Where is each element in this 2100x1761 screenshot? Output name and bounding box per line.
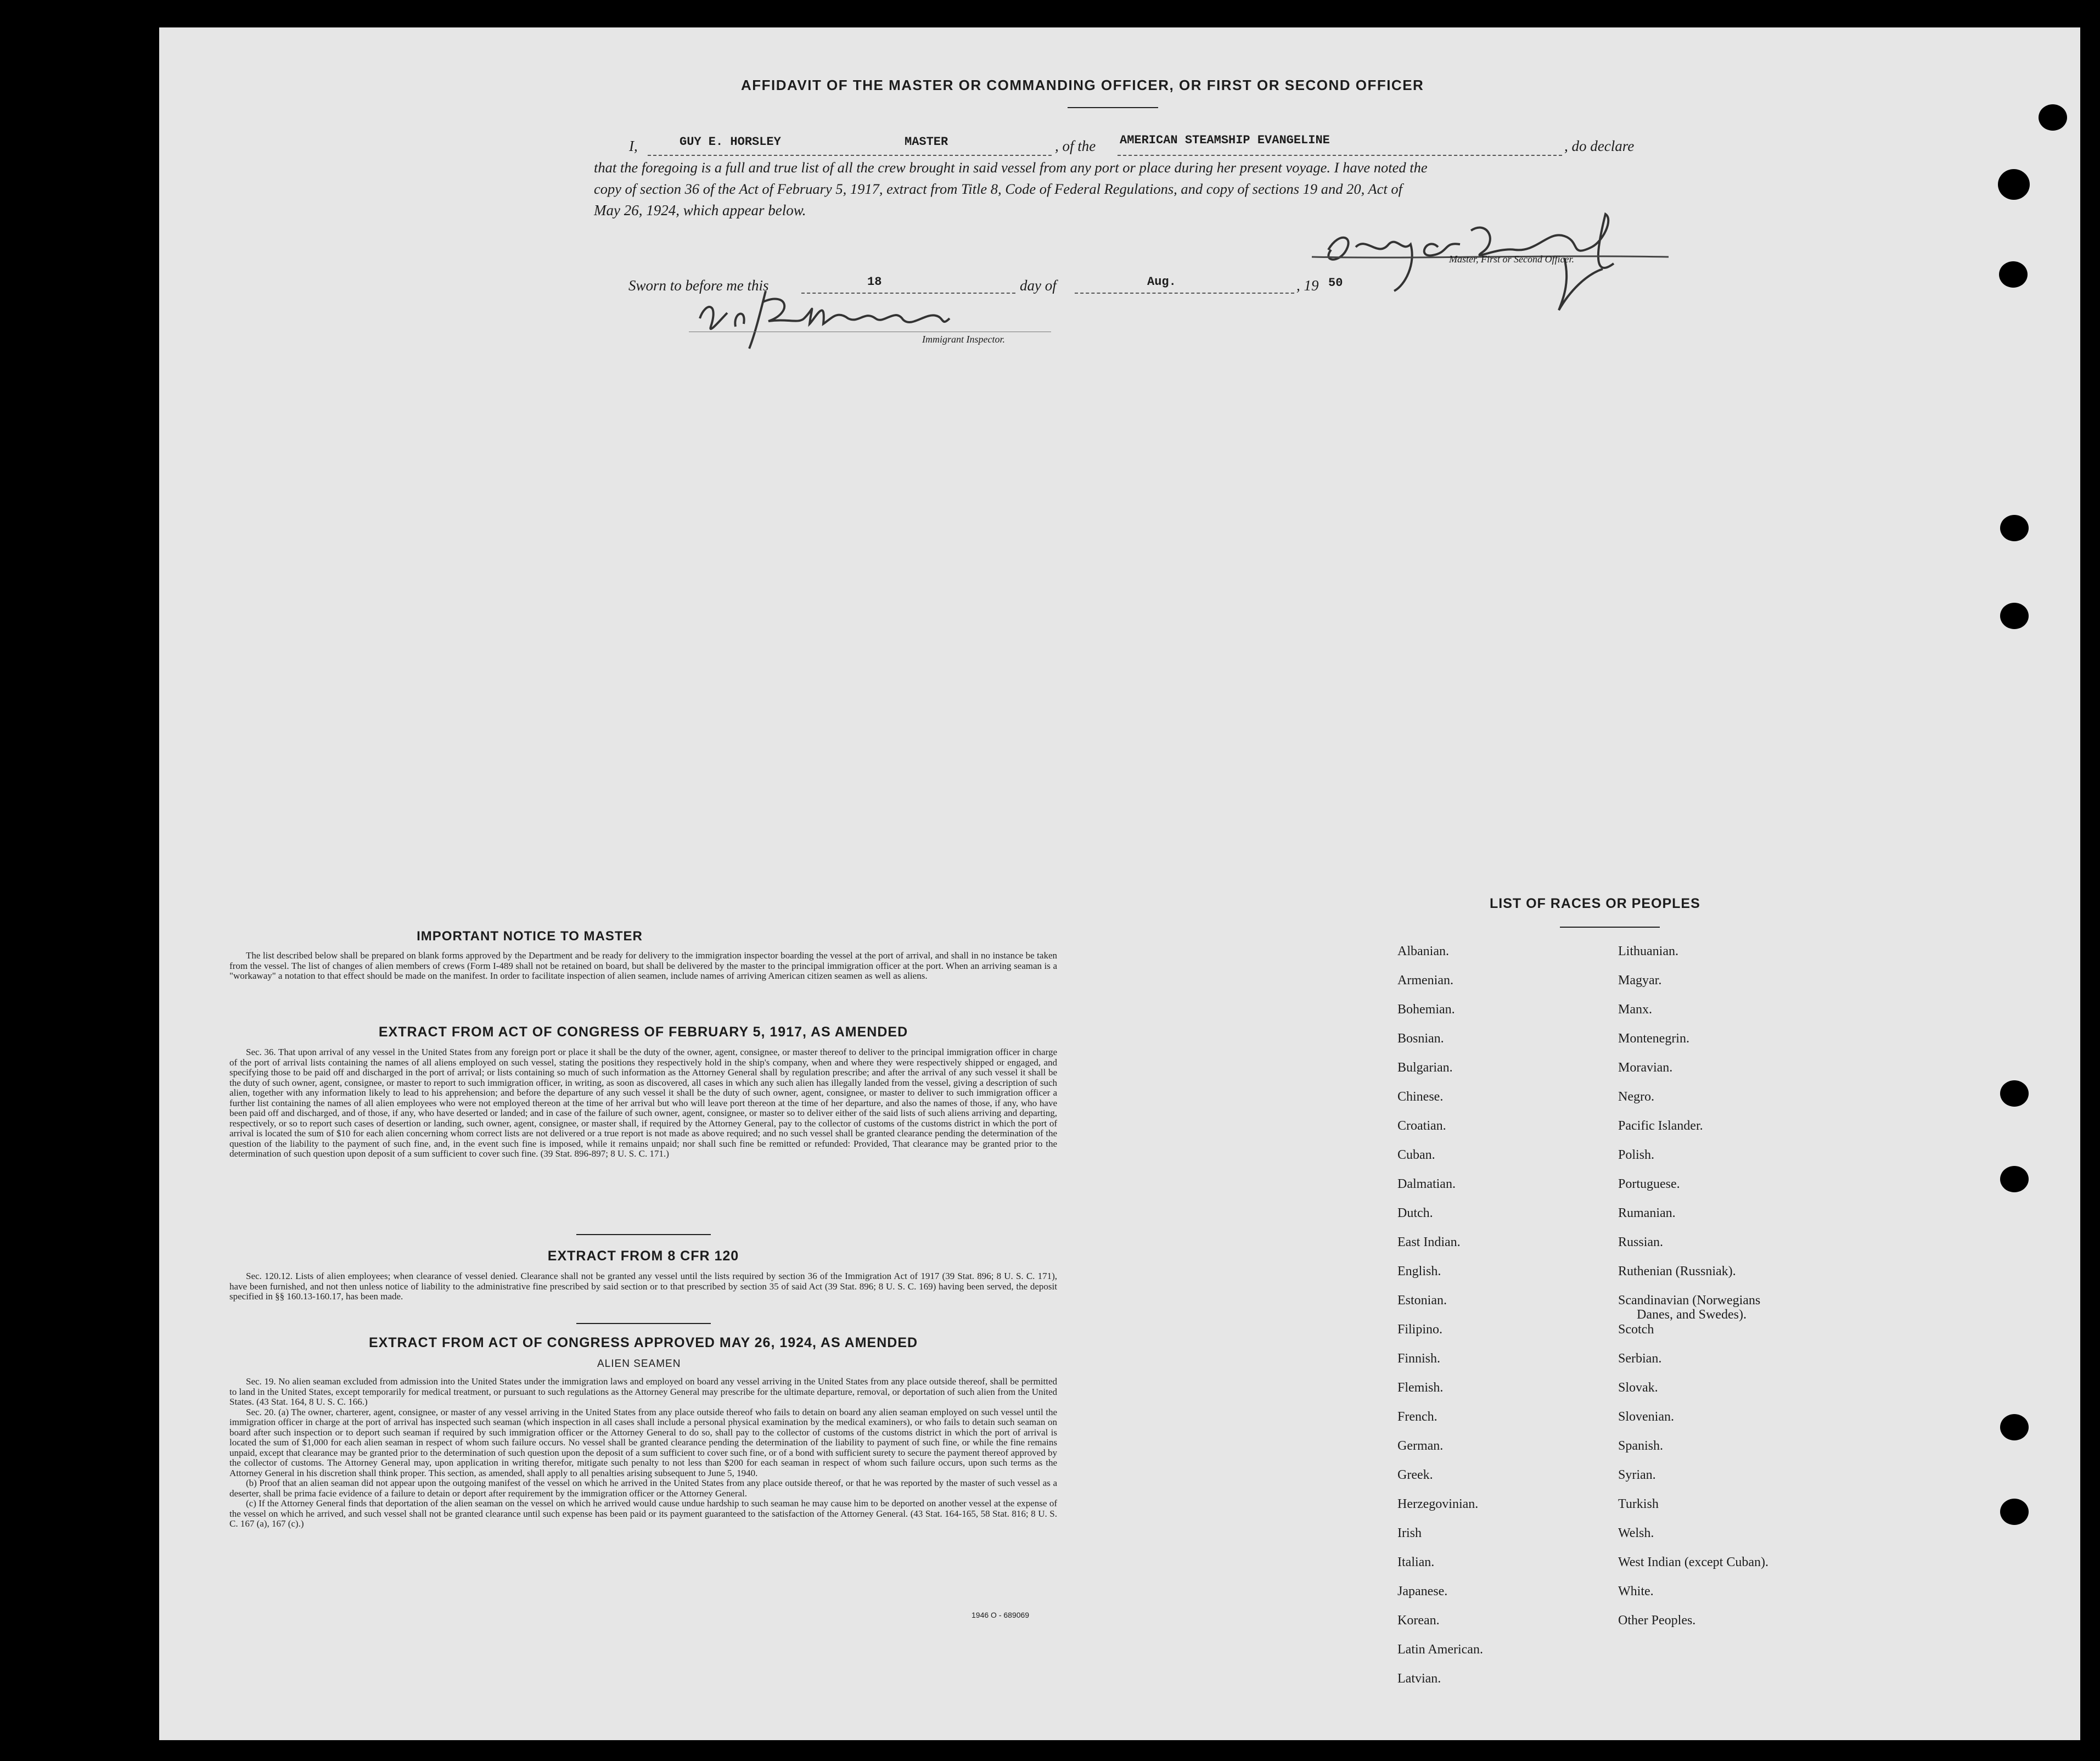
sworn-month: Aug.: [1147, 275, 1176, 289]
name-fill-line: [648, 155, 1052, 156]
race-item: Ruthenian (Russniak).: [1618, 1264, 1736, 1278]
race-item: English.: [1397, 1264, 1441, 1278]
extract1924-body: [229, 1377, 1057, 1529]
race-item: Cuban.: [1397, 1148, 1435, 1162]
title-rule: [1068, 107, 1158, 108]
decl-line-4: May 26, 1924, which appear below.: [594, 202, 806, 218]
race-item: Portuguese.: [1618, 1177, 1680, 1191]
race-item: French.: [1397, 1410, 1438, 1424]
inspector-signature-text: [714, 299, 888, 331]
race-item: White.: [1618, 1584, 1654, 1599]
punch-hole: [2039, 104, 2067, 131]
race-item: Irish: [1397, 1526, 1422, 1540]
extract1917-rule: [576, 1234, 711, 1235]
race-item: Armenian.: [1397, 973, 1453, 988]
race-item: Slovak.: [1618, 1381, 1658, 1395]
decl-of-the: , of the: [1055, 138, 1096, 154]
inspector-caption: Immigrant Inspector.: [922, 334, 1005, 345]
race-item: Latvian.: [1397, 1672, 1441, 1686]
race-item: Serbian.: [1618, 1351, 1662, 1366]
race-item: Flemish.: [1397, 1381, 1444, 1395]
race-item: Latin American.: [1397, 1642, 1483, 1657]
month-fill-line: [1075, 293, 1294, 294]
race-item: Moravian.: [1618, 1061, 1673, 1075]
print-code: 1946 O - 689069: [972, 1611, 1030, 1619]
punch-hole: [2000, 1080, 2029, 1107]
race-item: Other Peoples.: [1618, 1613, 1696, 1628]
extract1924-subheading: ALIEN SEAMEN: [597, 1358, 681, 1370]
race-item: Spanish.: [1618, 1439, 1664, 1453]
race-item: Russian.: [1618, 1235, 1664, 1249]
race-item: Magyar.: [1618, 973, 1662, 988]
race-item: Scotch: [1618, 1322, 1654, 1337]
extract1917-body: [229, 1047, 1057, 1159]
race-item: Lithuanian.: [1618, 944, 1678, 958]
punch-hole: [2000, 1499, 2029, 1525]
extractcfr-body: [229, 1271, 1057, 1302]
extractcfr-rule: [576, 1323, 711, 1324]
race-item: Scandinavian (Norwegians: [1618, 1293, 1761, 1308]
race-item: Slovenian.: [1618, 1410, 1674, 1424]
race-item: Herzegovinian.: [1397, 1497, 1479, 1511]
race-item: Chinese.: [1397, 1090, 1444, 1104]
race-item: Polish.: [1618, 1148, 1655, 1162]
race-item: Albanian.: [1397, 944, 1449, 958]
race-item: Bosnian.: [1397, 1031, 1444, 1046]
race-item: Syrian.: [1618, 1468, 1656, 1482]
punch-hole: [2000, 1414, 2029, 1440]
race-item: Greek.: [1397, 1468, 1433, 1482]
sworn-day: 18: [867, 275, 882, 289]
decl-i-label: I,: [629, 138, 638, 154]
race-item: Bulgarian.: [1397, 1061, 1453, 1075]
race-item: Estonian.: [1397, 1293, 1447, 1308]
decl-line-3: copy of section 36 of the Act of February 5, 1917, extract from Title 8, Code of Federal Regulations, and copy of sections 19 and 20, Act of: [594, 181, 1402, 197]
extract1917-heading: EXTRACT FROM ACT OF CONGRESS OF FEBRUARY 5, 1917, AS AMENDED: [378, 1024, 908, 1040]
race-item: German.: [1397, 1439, 1444, 1453]
decl-line-2: that the foregoing is a full and true list of all the crew brought in said vessel from any port or place during her present voyage. I have noted the: [594, 159, 1428, 176]
punch-hole: [2000, 515, 2029, 541]
punch-hole: [2000, 603, 2029, 629]
year-prefix: , 19: [1296, 277, 1319, 294]
master-name: GUY E. HORSLEY: [680, 135, 781, 149]
race-item: Filipino.: [1397, 1322, 1443, 1337]
races-title: LIST OF RACES OR PEOPLES: [1490, 896, 1700, 911]
master-rank: MASTER: [905, 135, 948, 149]
extract1924-sec19: Sec. 19. No alien seaman excluded from admission into the United States under the immigration laws and employed on board any vessel arriving in the United States from any place outside thereof, shall be permitted to land in the United States, except temporarily for medical treatment, or pursuant to such regulations as the Attorney General may prescribe for the ultimate departure, removal, or deportation of such alien from the United States. (43 Stat. 164, 8 U. S. C. 166.): [229, 1376, 1057, 1407]
race-item: Dutch.: [1397, 1206, 1433, 1220]
extractcfr-heading: EXTRACT FROM 8 CFR 120: [547, 1248, 739, 1264]
notice-paragraph: The list described below shall be prepared on blank forms approved by the Department and be ready for delivery to the immigration inspector boarding the vessel at the port of arrival, and shall in no instance be taken from the vessel. The list of changes of alien members of crews (Form I-489 shall not be retained on board, but shall be delivered by the master to the principal immigration officer at the port. When an arriving seaman is a "workaway" a notation to that effect should be made on the manifest. In order to facilitate inspection of alien seamen, include names of arriving American citizen seamen as well as aliens.: [229, 950, 1057, 981]
punch-hole: [1999, 261, 2028, 288]
race-item: Korean.: [1397, 1613, 1440, 1628]
extract1924-sec20a: Sec. 20. (a) The owner, charterer, agent, consignee, or master of any vessel arriving in the United States from any place outside thereof who fails to detain on board any alien seaman employed on such vessel until the immigration officer in charge at the port of arrival has inspected such seaman (which inspection in all cases shall include a personal physical examination by the medical examiners), or who fails to detain such seaman on board after such inspection or to deport such seaman if required by such immigration officer or the Attorney General to do so, shall pay to the collector of customs of the customs district in which the port of arrival is located the sum of $1,000 for each alien seaman in respect of whom such failure occurs. No vessel shall be granted clearance pending the determination of the liability to payment of such fine, or while the fine remains unpaid, except that clearance may be granted prior to the determination of such question upon the deposit of a sum sufficient to cover such fine, or of a bond with sufficient surety to secure the payment thereof approved by the collector of customs. The Attorney General may, upon application in writing therefor, mitigate such penalty to not less than $200 for each seaman in respect of whom such failure occurs, upon such terms as the Attorney General in his discretion shall think proper. This section, as amended, shall apply to all penalties arising subsequent to June 5, 1940.: [229, 1406, 1057, 1478]
vessel-fill-line: [1118, 155, 1562, 156]
extract1924-sec20b: (b) Proof that an alien seaman did not appear upon the outgoing manifest of the vessel on which he arrived in the United States from any place outside thereof, or that he was reported by the master of such vessel as a deserter, shall be prima facie evidence of a failure to detain or deport after requirement by the immigration officer or the Attorney General.: [229, 1478, 1057, 1499]
year-suffix: 50: [1328, 276, 1343, 290]
affidavit-title: AFFIDAVIT OF THE MASTER OR COMMANDING OFFICER, OR FIRST OR SECOND OFFICER: [741, 77, 1424, 93]
race-item: Welsh.: [1618, 1526, 1654, 1540]
extract1924-heading: EXTRACT FROM ACT OF CONGRESS APPROVED MAY 26, 1924, AS AMENDED: [368, 1335, 918, 1350]
punch-hole: [2000, 1166, 2029, 1192]
extract1924-sec20c: (c) If the Attorney General finds that deportation of the alien seaman on the vessel on which he arrived would cause undue hardship to such seaman he may cause him to be deported on another vessel at the expense of the vessel on which he arrived, and such vessel shall not be granted clearance until such expense has been paid or its payment guaranteed to the satisfaction of the Attorney General. (43 Stat. 164-165, 58 Stat. 816; 8 U. S. C. 167 (a), 167 (c).): [229, 1498, 1057, 1529]
race-item: Italian.: [1397, 1555, 1435, 1569]
race-item: Manx.: [1618, 1002, 1652, 1017]
extractcfr-paragraph: Sec. 120.12. Lists of alien employees; when clearance of vessel denied. Clearance shall not be granted any vessel until the lists required by section 36 of the Immigration Act of 1917 (39 Stat. 896; 8 U. S. C. 171), have been furnished, and not then unless notice of liability to the administrative fine prescribed by said section or to that prescribed by section 35 of said Act (39 Stat. 896; 8 U. S. C. 169) having been served, the deposit specified in §§ 160.13-160.17, has been made.: [229, 1271, 1057, 1302]
races-title-rule: [1560, 927, 1660, 928]
race-item: Montenegrin.: [1618, 1031, 1689, 1046]
race-item: Negro.: [1618, 1090, 1654, 1104]
race-item: West Indian (except Cuban).: [1618, 1555, 1768, 1569]
race-item: Dalmatian.: [1397, 1177, 1456, 1191]
race-item: East Indian.: [1397, 1235, 1461, 1249]
race-item: Danes, and Swedes).: [1637, 1308, 1747, 1322]
day-of-label: day of: [1020, 277, 1057, 294]
decl-do-declare: , do declare: [1564, 138, 1635, 154]
race-item: Rumanian.: [1618, 1206, 1676, 1220]
notice-text: [229, 951, 1057, 982]
extract1917-paragraph: Sec. 36. That upon arrival of any vessel in the United States from any foreign port or place it shall be the duty of the owner, agent, consignee, or master thereof to deliver to the principal immigration officer in charge of the port of arrival lists containing the names of all aliens employed on such vessel, stating the positions they respectively hold in the ship's company, when and where they were respectively shipped or engaged, and specifying those to be paid off and discharged in the port of arrival; or lists containing so much of such information as the Attorney General shall by regulation prescribe; and after the arrival of any such vessel it shall be the duty of such owner, agent, consignee, or master to report to such immigration officer, in writing, as soon as discovered, all cases in which any such alien has illegally landed from the vessel, giving a description of such alien, together with any information likely to lead to his apprehension; and before the departure of any such vessel it shall be the duty of such owner, agent, consignee, or master to deliver to such immigration officer a further list containing the names of all alien employees who were not employed thereon at the time of her arrival but who will leave port thereon at the time of her departure, and also the names of those, if any, who have been paid off and discharged, and of those, if any, who have deserted or landed; and in case of the failure of such owner, agent, consignee, or master so to deliver either of the said lists of such aliens arriving and departing, respectively, or so to report such cases of desertion or landing, such owner, agent, consignee, or master shall, if required by the Attorney General, pay to the collector of customs of the customs district in which the port of arrival is located the sum of $10 for each alien concerning whom correct lists are not delivered or a true report is not made as above required; and no such vessel shall be granted clearance pending the determination of the question of the liability to the payment of such fine, and, in the event such fine is imposed, while it remains unpaid; nor shall such fine be remitted or refunded: Provided, That clearance may be granted prior to the determination of such question upon deposit of a sum sufficient to cover such fine. (39 Stat. 896-897; 8 U. S. C. 171.): [229, 1047, 1057, 1159]
race-item: Finnish.: [1397, 1351, 1441, 1366]
master-caption: Master, First or Second Officer.: [1449, 254, 1574, 265]
race-item: Pacific Islander.: [1618, 1119, 1703, 1133]
notice-heading: IMPORTANT NOTICE TO MASTER: [417, 929, 643, 944]
sworn-label: Sworn to before me this: [628, 277, 769, 294]
punch-hole: [1998, 169, 2030, 200]
race-item: Bohemian.: [1397, 1002, 1455, 1017]
master-signature-text: [1334, 218, 1602, 259]
race-item: Turkish: [1618, 1497, 1659, 1511]
race-item: Japanese.: [1397, 1584, 1448, 1599]
race-item: Croatian.: [1397, 1119, 1446, 1133]
vessel-name: AMERICAN STEAMSHIP EVANGELINE: [1120, 133, 1330, 147]
